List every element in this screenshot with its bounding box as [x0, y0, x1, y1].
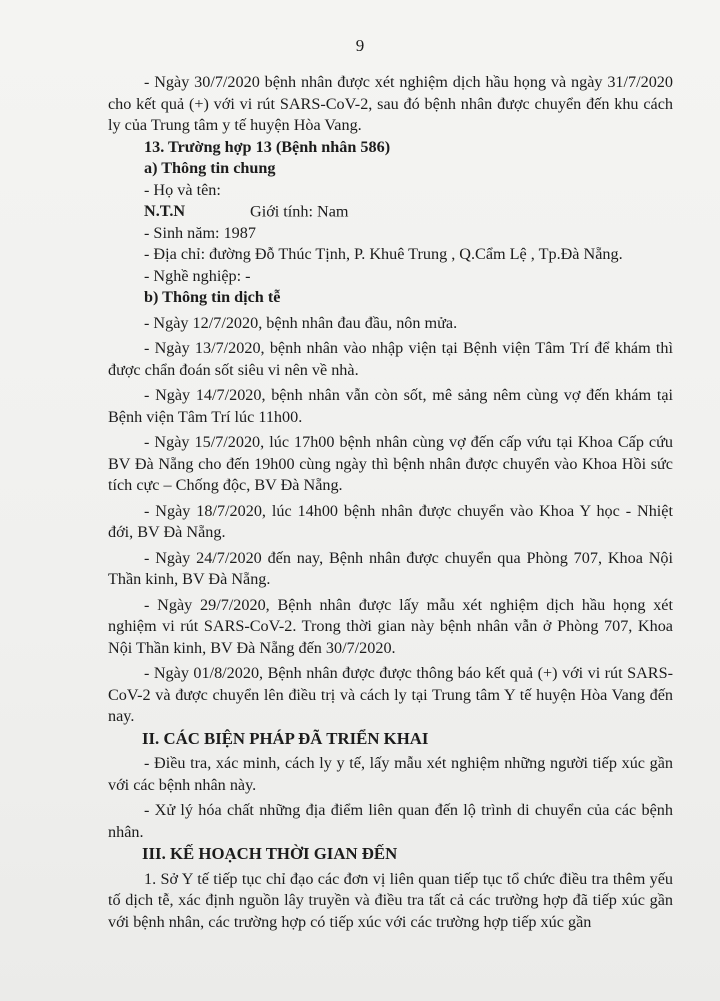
measure-item: - Điều tra, xác minh, cách ly y tế, lấy mẫu xét nghiệm những người tiếp xúc gần với các bệnh nhân này. — [108, 754, 673, 794]
paragraph-previous-case: - Ngày 30/7/2020 bệnh nhân được xét nghiệm dịch hầu họng và ngày 31/7/2020 cho kết quả (+) với vi rút SARS-CoV-2, sau đó bệnh nhân được chuyển đến khu cách ly của Trung tâm y tế huyện Hòa Vang. — [108, 73, 673, 134]
plan-item: 1. Sở Y tế tiếp tục chỉ đạo các đơn vị liên quan tiếp tục tổ chức điều tra thêm yếu tố dịch tễ, xác định nguồn lây truyền và điều tra tất cả các trường hợp đã tiếp xúc gần với bệnh nhân, các trường hợp có tiếp xúc với các trường hợp tiếp xúc gần — [108, 869, 673, 931]
epidemiology-heading: b) Thông tin dịch tễ — [144, 288, 281, 306]
document-body — [108, 72, 673, 933]
epi-item: - Ngày 12/7/2020, bệnh nhân đau đầu, nôn mửa. — [144, 313, 458, 332]
birth-year: - Sinh năm: 1987 — [144, 223, 256, 242]
address: - Địa chỉ: đường Đỗ Thúc Tịnh, P. Khuê Trung , Q.Cẩm Lệ , Tp.Đà Nẵng. — [144, 245, 623, 263]
section-measures-heading: II. CÁC BIỆN PHÁP ĐÃ TRIỂN KHAI — [142, 728, 429, 748]
epi-item: - Ngày 24/7/2020 đến nay, Bệnh nhân được chuyển qua Phòng 707, Khoa Nội Thần kinh, BV Đà Nẵng. — [108, 548, 673, 588]
epi-item: - Ngày 13/7/2020, bệnh nhân vào nhập viện tại Bệnh viện Tâm Trí để khám thì được chẩn đoán sốt siêu vi nên về nhà. — [108, 339, 673, 379]
name-label: - Họ và tên: — [144, 180, 221, 199]
general-info-heading: a) Thông tin chung — [144, 159, 276, 177]
epi-item: - Ngày 15/7/2020, lúc 17h00 bệnh nhân cùng vợ đến cấp vứu tại Khoa Cấp cứu BV Đà Nẵng cho đến 19h00 cùng ngày thì bệnh nhân được chuyển vào Khoa Hồi sức tích cực – Chống độc, BV Đà Nẵng. — [108, 433, 673, 494]
section-plan-heading: III. KẾ HOẠCH THỜI GIAN ĐẾN — [142, 844, 398, 863]
occupation: - Nghề nghiệp: - — [144, 266, 251, 285]
case-heading: 13. Trường hợp 13 (Bệnh nhân 586) — [144, 137, 391, 156]
name-value: N.T.N — [144, 202, 186, 220]
epi-item: - Ngày 14/7/2020, bệnh nhân vẫn còn sốt, mê sảng nêm cùng vợ đến khám tại Bệnh viện Tâm Trí lúc 11h00. — [108, 386, 673, 426]
epi-item: - Ngày 18/7/2020, lúc 14h00 bệnh nhân được chuyển vào Khoa Y học - Nhiệt đới, BV Đà Nẵng. — [108, 501, 673, 541]
page-number: 9 — [355, 36, 365, 55]
measure-item: - Xử lý hóa chất những địa điểm liên quan đến lộ trình di chuyển của các bệnh nhân. — [108, 801, 673, 841]
name-row — [108, 180, 673, 223]
epi-item: - Ngày 01/8/2020, Bệnh nhân được được thông báo kết quả (+) với vi rút SARS-CoV-2 và được chuyển lên điều trị và cách ly tại Trung tâm Y tế huyện Hòa Vang đến nay. — [108, 664, 673, 725]
epi-item: - Ngày 29/7/2020, Bệnh nhân được lấy mẫu xét nghiệm dịch hầu họng xét nghiệm vi rút SARS-CoV-2. Trong thời gian này bệnh nhân vẫn ở Phòng 707, Khoa Nội Thần kinh, BV Đà Nẵng đến 30/7/2020. — [108, 595, 673, 657]
gender-text: Giới tính: Nam — [250, 202, 349, 220]
